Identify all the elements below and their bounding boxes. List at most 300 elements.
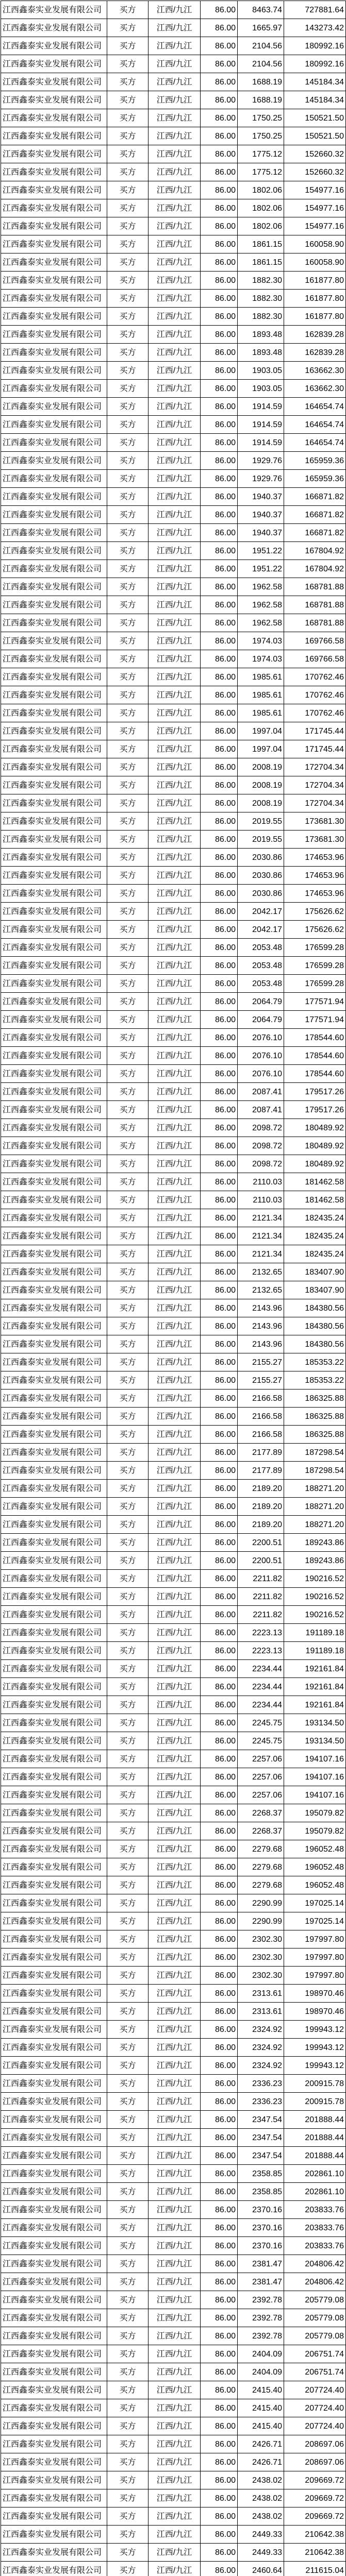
total-cell: 152660.32 — [284, 145, 346, 163]
role-cell: 买方 — [107, 1732, 149, 1750]
company-name-cell: 江西鑫泰实业发展有限公司 — [1, 1065, 107, 1083]
role-cell: 买方 — [107, 2111, 149, 2129]
region-cell: 江西/九江 — [149, 1029, 201, 1047]
volume-cell: 2381.47 — [238, 2273, 284, 2291]
company-name-cell: 江西鑫泰实业发展有限公司 — [1, 344, 107, 362]
amount-cell: 86.00 — [201, 722, 238, 740]
region-cell: 江西/九江 — [149, 1462, 201, 1480]
company-name-cell: 江西鑫泰实业发展有限公司 — [1, 2327, 107, 2345]
table-row — [1, 199, 346, 217]
volume-cell: 2234.44 — [238, 1660, 284, 1678]
volume-cell: 2200.51 — [238, 1552, 284, 1570]
total-cell: 177571.94 — [284, 993, 346, 1011]
table-row — [1, 1985, 346, 2003]
role-cell: 买方 — [107, 272, 149, 290]
region-cell: 江西/九江 — [149, 1263, 201, 1281]
table-row — [1, 55, 346, 73]
table-row — [1, 1137, 346, 1155]
table-row — [1, 181, 346, 199]
role-cell: 买方 — [107, 1858, 149, 1876]
company-name-cell: 江西鑫泰实业发展有限公司 — [1, 416, 107, 434]
company-name-cell: 江西鑫泰实业发展有限公司 — [1, 993, 107, 1011]
table-row — [1, 1065, 346, 1083]
role-cell: 买方 — [107, 1065, 149, 1083]
total-cell: 143273.42 — [284, 19, 346, 37]
region-cell: 江西/九江 — [149, 2417, 201, 2435]
volume-cell: 2290.99 — [238, 1912, 284, 1930]
volume-cell: 2279.68 — [238, 1840, 284, 1858]
total-cell: 164654.74 — [284, 398, 346, 416]
role-cell: 买方 — [107, 253, 149, 272]
region-cell: 江西/九江 — [149, 704, 201, 722]
amount-cell: 86.00 — [201, 1714, 238, 1732]
role-cell: 买方 — [107, 1750, 149, 1768]
region-cell: 江西/九江 — [149, 2345, 201, 2363]
volume-cell: 2087.41 — [238, 1101, 284, 1119]
table-row — [1, 2471, 346, 2489]
volume-cell: 2104.56 — [238, 55, 284, 73]
region-cell: 江西/九江 — [149, 885, 201, 903]
role-cell: 买方 — [107, 488, 149, 506]
table-row — [1, 1642, 346, 1660]
region-cell: 江西/九江 — [149, 2003, 201, 2021]
volume-cell: 2121.34 — [238, 1209, 284, 1227]
volume-cell: 2211.82 — [238, 1606, 284, 1624]
table-row — [1, 2201, 346, 2219]
amount-cell: 86.00 — [201, 2039, 238, 2057]
role-cell: 买方 — [107, 1678, 149, 1696]
company-name-cell: 江西鑫泰实业发展有限公司 — [1, 109, 107, 127]
role-cell: 买方 — [107, 2183, 149, 2201]
volume-cell: 2211.82 — [238, 1570, 284, 1588]
company-name-cell: 江西鑫泰实业发展有限公司 — [1, 398, 107, 416]
amount-cell: 86.00 — [201, 867, 238, 885]
table-row — [1, 2363, 346, 2381]
volume-cell: 2098.72 — [238, 1119, 284, 1137]
table-row — [1, 1732, 346, 1750]
amount-cell: 86.00 — [201, 1786, 238, 1804]
role-cell: 买方 — [107, 506, 149, 524]
table-row — [1, 831, 346, 849]
volume-cell: 2030.86 — [238, 849, 284, 867]
table-row — [1, 2453, 346, 2471]
total-cell: 192161.84 — [284, 1660, 346, 1678]
company-name-cell: 江西鑫泰实业发展有限公司 — [1, 596, 107, 614]
table-row — [1, 344, 346, 362]
table-row — [1, 2237, 346, 2255]
table-row — [1, 993, 346, 1011]
total-cell: 185353.22 — [284, 1371, 346, 1389]
amount-cell: 86.00 — [201, 2219, 238, 2237]
total-cell: 174653.96 — [284, 885, 346, 903]
amount-cell: 86.00 — [201, 2111, 238, 2129]
table-row — [1, 1444, 346, 1462]
amount-cell: 86.00 — [201, 596, 238, 614]
volume-cell: 1929.76 — [238, 452, 284, 470]
role-cell: 买方 — [107, 2399, 149, 2417]
total-cell: 160058.90 — [284, 235, 346, 253]
table-row — [1, 1426, 346, 1444]
role-cell: 买方 — [107, 1804, 149, 1822]
company-name-cell: 江西鑫泰实业发展有限公司 — [1, 1426, 107, 1444]
volume-cell: 2143.96 — [238, 1299, 284, 1317]
table-row — [1, 1498, 346, 1516]
table-row — [1, 2057, 346, 2075]
role-cell: 买方 — [107, 2435, 149, 2453]
total-cell: 191189.18 — [284, 1624, 346, 1642]
volume-cell: 2279.68 — [238, 1876, 284, 1894]
volume-cell: 2121.34 — [238, 1245, 284, 1263]
company-name-cell: 江西鑫泰实业发展有限公司 — [1, 1714, 107, 1732]
total-cell: 180992.16 — [284, 37, 346, 55]
table-row — [1, 1552, 346, 1570]
region-cell: 江西/九江 — [149, 2327, 201, 2345]
company-name-cell: 江西鑫泰实业发展有限公司 — [1, 163, 107, 181]
amount-cell: 86.00 — [201, 1011, 238, 1029]
region-cell: 江西/九江 — [149, 55, 201, 73]
role-cell: 买方 — [107, 1642, 149, 1660]
company-name-cell: 江西鑫泰实业发展有限公司 — [1, 668, 107, 686]
amount-cell: 86.00 — [201, 73, 238, 91]
total-cell: 173681.30 — [284, 812, 346, 831]
amount-cell: 86.00 — [201, 1137, 238, 1155]
region-cell: 江西/九江 — [149, 163, 201, 181]
company-name-cell: 江西鑫泰实业发展有限公司 — [1, 957, 107, 975]
company-name-cell: 江西鑫泰实业发展有限公司 — [1, 2057, 107, 2075]
company-name-cell: 江西鑫泰实业发展有限公司 — [1, 1967, 107, 1985]
transaction-table-body — [1, 1, 346, 2576]
region-cell: 江西/九江 — [149, 903, 201, 921]
total-cell: 196052.48 — [284, 1858, 346, 1876]
company-name-cell: 江西鑫泰实业发展有限公司 — [1, 2003, 107, 2021]
region-cell: 江西/九江 — [149, 939, 201, 957]
total-cell: 161877.80 — [284, 290, 346, 308]
amount-cell: 86.00 — [201, 434, 238, 452]
volume-cell: 1688.19 — [238, 73, 284, 91]
total-cell: 150521.50 — [284, 109, 346, 127]
table-row — [1, 2345, 346, 2363]
volume-cell: 2189.20 — [238, 1516, 284, 1534]
total-cell: 160058.90 — [284, 253, 346, 272]
amount-cell: 86.00 — [201, 91, 238, 109]
total-cell: 154977.16 — [284, 217, 346, 235]
volume-cell: 1903.05 — [238, 362, 284, 380]
volume-cell: 2370.16 — [238, 2219, 284, 2237]
region-cell: 江西/九江 — [149, 308, 201, 326]
company-name-cell: 江西鑫泰实业发展有限公司 — [1, 1948, 107, 1967]
role-cell: 买方 — [107, 1263, 149, 1281]
total-cell: 169766.58 — [284, 632, 346, 650]
role-cell: 买方 — [107, 2309, 149, 2327]
region-cell: 江西/九江 — [149, 632, 201, 650]
table-row — [1, 903, 346, 921]
role-cell: 买方 — [107, 2219, 149, 2237]
company-name-cell: 江西鑫泰实业发展有限公司 — [1, 2021, 107, 2039]
amount-cell: 86.00 — [201, 1858, 238, 1876]
amount-cell: 86.00 — [201, 758, 238, 776]
table-row — [1, 253, 346, 272]
table-row — [1, 2093, 346, 2111]
region-cell: 江西/九江 — [149, 1498, 201, 1516]
company-name-cell: 江西鑫泰实业发展有限公司 — [1, 1245, 107, 1263]
role-cell: 买方 — [107, 1444, 149, 1462]
table-row — [1, 470, 346, 488]
amount-cell: 86.00 — [201, 2489, 238, 2507]
volume-cell: 2223.13 — [238, 1642, 284, 1660]
amount-cell: 86.00 — [201, 1083, 238, 1101]
total-cell: 205779.08 — [284, 2291, 346, 2309]
company-name-cell: 江西鑫泰实业发展有限公司 — [1, 578, 107, 596]
table-row — [1, 19, 346, 37]
total-cell: 185353.22 — [284, 1353, 346, 1371]
company-name-cell: 江西鑫泰实业发展有限公司 — [1, 362, 107, 380]
role-cell: 买方 — [107, 596, 149, 614]
company-name-cell: 江西鑫泰实业发展有限公司 — [1, 1588, 107, 1606]
table-row — [1, 1696, 346, 1714]
total-cell: 161877.80 — [284, 272, 346, 290]
amount-cell: 86.00 — [201, 1263, 238, 1281]
volume-cell: 2132.65 — [238, 1281, 284, 1299]
volume-cell: 1861.15 — [238, 253, 284, 272]
table-row — [1, 1119, 346, 1137]
region-cell: 江西/九江 — [149, 434, 201, 452]
region-cell: 江西/九江 — [149, 2183, 201, 2201]
table-row — [1, 1173, 346, 1191]
amount-cell: 86.00 — [201, 55, 238, 73]
role-cell: 买方 — [107, 2453, 149, 2471]
table-row — [1, 1516, 346, 1534]
amount-cell: 86.00 — [201, 1065, 238, 1083]
amount-cell: 86.00 — [201, 2417, 238, 2435]
region-cell: 江西/九江 — [149, 2291, 201, 2309]
volume-cell: 2415.40 — [238, 2381, 284, 2399]
volume-cell: 2008.19 — [238, 758, 284, 776]
amount-cell: 86.00 — [201, 632, 238, 650]
region-cell: 江西/九江 — [149, 1335, 201, 1353]
total-cell: 186325.88 — [284, 1426, 346, 1444]
role-cell: 买方 — [107, 1948, 149, 1967]
company-name-cell: 江西鑫泰实业发展有限公司 — [1, 2111, 107, 2129]
role-cell: 买方 — [107, 109, 149, 127]
total-cell: 145184.34 — [284, 73, 346, 91]
amount-cell: 86.00 — [201, 37, 238, 55]
role-cell: 买方 — [107, 1552, 149, 1570]
total-cell: 165959.36 — [284, 452, 346, 470]
volume-cell: 2438.02 — [238, 2507, 284, 2526]
amount-cell: 86.00 — [201, 704, 238, 722]
company-name-cell: 江西鑫泰实业发展有限公司 — [1, 921, 107, 939]
region-cell: 江西/九江 — [149, 1155, 201, 1173]
amount-cell: 86.00 — [201, 560, 238, 578]
company-name-cell: 江西鑫泰实业发展有限公司 — [1, 235, 107, 253]
role-cell: 买方 — [107, 2381, 149, 2399]
company-name-cell: 江西鑫泰实业发展有限公司 — [1, 1732, 107, 1750]
table-row — [1, 614, 346, 632]
amount-cell: 86.00 — [201, 163, 238, 181]
amount-cell: 86.00 — [201, 2291, 238, 2309]
volume-cell: 2177.89 — [238, 1444, 284, 1462]
total-cell: 177571.94 — [284, 1011, 346, 1029]
volume-cell: 2155.27 — [238, 1353, 284, 1371]
company-name-cell: 江西鑫泰实业发展有限公司 — [1, 1281, 107, 1299]
volume-cell: 1750.25 — [238, 127, 284, 145]
company-name-cell: 江西鑫泰实业发展有限公司 — [1, 2399, 107, 2417]
company-name-cell: 江西鑫泰实业发展有限公司 — [1, 614, 107, 632]
table-row — [1, 921, 346, 939]
table-row — [1, 2273, 346, 2291]
company-name-cell: 江西鑫泰实业发展有限公司 — [1, 1660, 107, 1678]
company-name-cell: 江西鑫泰实业发展有限公司 — [1, 2309, 107, 2327]
company-name-cell: 江西鑫泰实业发展有限公司 — [1, 2453, 107, 2471]
company-name-cell: 江西鑫泰实业发展有限公司 — [1, 1, 107, 19]
total-cell: 199943.12 — [284, 2039, 346, 2057]
table-row — [1, 1624, 346, 1642]
company-name-cell: 江西鑫泰实业发展有限公司 — [1, 91, 107, 109]
total-cell: 163662.30 — [284, 362, 346, 380]
total-cell: 209669.72 — [284, 2507, 346, 2526]
total-cell: 204806.42 — [284, 2273, 346, 2291]
role-cell: 买方 — [107, 1822, 149, 1840]
volume-cell: 2030.86 — [238, 885, 284, 903]
company-name-cell: 江西鑫泰实业发展有限公司 — [1, 849, 107, 867]
volume-cell: 2415.40 — [238, 2399, 284, 2417]
region-cell: 江西/九江 — [149, 470, 201, 488]
company-name-cell: 江西鑫泰实业发展有限公司 — [1, 290, 107, 308]
total-cell: 208697.06 — [284, 2453, 346, 2471]
total-cell: 172704.34 — [284, 794, 346, 812]
company-name-cell: 江西鑫泰实业发展有限公司 — [1, 686, 107, 704]
role-cell: 买方 — [107, 2003, 149, 2021]
region-cell: 江西/九江 — [149, 272, 201, 290]
volume-cell: 2313.61 — [238, 2003, 284, 2021]
amount-cell: 86.00 — [201, 1588, 238, 1606]
total-cell: 184380.56 — [284, 1299, 346, 1317]
company-name-cell: 江西鑫泰实业发展有限公司 — [1, 2147, 107, 2165]
role-cell: 买方 — [107, 1498, 149, 1516]
region-cell: 江西/九江 — [149, 2309, 201, 2327]
total-cell: 192161.84 — [284, 1696, 346, 1714]
table-row — [1, 2507, 346, 2526]
region-cell: 江西/九江 — [149, 849, 201, 867]
table-row — [1, 1191, 346, 1209]
region-cell: 江西/九江 — [149, 2381, 201, 2399]
region-cell: 江西/九江 — [149, 758, 201, 776]
total-cell: 181462.58 — [284, 1191, 346, 1209]
company-name-cell: 江西鑫泰实业发展有限公司 — [1, 1804, 107, 1822]
region-cell: 江西/九江 — [149, 524, 201, 542]
region-cell: 江西/九江 — [149, 1606, 201, 1624]
amount-cell: 86.00 — [201, 957, 238, 975]
role-cell: 买方 — [107, 1335, 149, 1353]
region-cell: 江西/九江 — [149, 1660, 201, 1678]
table-row — [1, 2219, 346, 2237]
total-cell: 180489.92 — [284, 1119, 346, 1137]
region-cell: 江西/九江 — [149, 344, 201, 362]
amount-cell: 86.00 — [201, 1534, 238, 1552]
volume-cell: 1985.61 — [238, 686, 284, 704]
company-name-cell: 江西鑫泰实业发展有限公司 — [1, 488, 107, 506]
region-cell: 江西/九江 — [149, 2129, 201, 2147]
table-row — [1, 1894, 346, 1912]
role-cell: 买方 — [107, 560, 149, 578]
role-cell: 买方 — [107, 2273, 149, 2291]
company-name-cell: 江西鑫泰实业发展有限公司 — [1, 2201, 107, 2219]
company-name-cell: 江西鑫泰实业发展有限公司 — [1, 1822, 107, 1840]
total-cell: 173681.30 — [284, 831, 346, 849]
region-cell: 江西/九江 — [149, 380, 201, 398]
amount-cell: 86.00 — [201, 2075, 238, 2093]
table-row — [1, 2417, 346, 2435]
total-cell: 188271.20 — [284, 1516, 346, 1534]
total-cell: 178544.60 — [284, 1029, 346, 1047]
role-cell: 买方 — [107, 217, 149, 235]
company-name-cell: 江西鑫泰实业发展有限公司 — [1, 1858, 107, 1876]
company-name-cell: 江西鑫泰实业发展有限公司 — [1, 2039, 107, 2057]
region-cell: 江西/九江 — [149, 109, 201, 127]
amount-cell: 86.00 — [201, 885, 238, 903]
volume-cell: 2392.78 — [238, 2291, 284, 2309]
amount-cell: 86.00 — [201, 290, 238, 308]
volume-cell: 2155.27 — [238, 1371, 284, 1389]
table-row — [1, 2021, 346, 2039]
amount-cell: 86.00 — [201, 614, 238, 632]
company-name-cell: 江西鑫泰实业发展有限公司 — [1, 1624, 107, 1642]
table-row — [1, 1768, 346, 1786]
region-cell: 江西/九江 — [149, 1, 201, 19]
total-cell: 206751.74 — [284, 2345, 346, 2363]
table-row — [1, 1804, 346, 1822]
table-row — [1, 1786, 346, 1804]
company-name-cell: 江西鑫泰实业发展有限公司 — [1, 2507, 107, 2526]
company-name-cell: 江西鑫泰实业发展有限公司 — [1, 145, 107, 163]
total-cell: 183407.90 — [284, 1263, 346, 1281]
amount-cell: 86.00 — [201, 1985, 238, 2003]
amount-cell: 86.00 — [201, 253, 238, 272]
table-row — [1, 686, 346, 704]
volume-cell: 2370.16 — [238, 2201, 284, 2219]
role-cell: 买方 — [107, 1660, 149, 1678]
role-cell: 买方 — [107, 975, 149, 993]
amount-cell: 86.00 — [201, 1822, 238, 1840]
amount-cell: 86.00 — [201, 308, 238, 326]
volume-cell: 2053.48 — [238, 957, 284, 975]
table-row — [1, 416, 346, 434]
table-row — [1, 794, 346, 812]
total-cell: 197997.80 — [284, 1948, 346, 1967]
amount-cell: 86.00 — [201, 1516, 238, 1534]
company-name-cell: 江西鑫泰实业发展有限公司 — [1, 1155, 107, 1173]
table-row — [1, 849, 346, 867]
region-cell: 江西/九江 — [149, 650, 201, 668]
role-cell: 买方 — [107, 163, 149, 181]
company-name-cell: 江西鑫泰实业发展有限公司 — [1, 722, 107, 740]
table-row — [1, 1227, 346, 1245]
role-cell: 买方 — [107, 199, 149, 217]
role-cell: 买方 — [107, 1570, 149, 1588]
volume-cell: 1665.97 — [238, 19, 284, 37]
table-row — [1, 1317, 346, 1335]
volume-cell: 2030.86 — [238, 867, 284, 885]
total-cell: 196052.48 — [284, 1876, 346, 1894]
role-cell: 买方 — [107, 398, 149, 416]
table-row — [1, 975, 346, 993]
table-row — [1, 308, 346, 326]
total-cell: 170762.46 — [284, 704, 346, 722]
company-name-cell: 江西鑫泰实业发展有限公司 — [1, 2129, 107, 2147]
total-cell: 193134.50 — [284, 1714, 346, 1732]
company-name-cell: 江西鑫泰实业发展有限公司 — [1, 1209, 107, 1227]
company-name-cell: 江西鑫泰实业发展有限公司 — [1, 1263, 107, 1281]
